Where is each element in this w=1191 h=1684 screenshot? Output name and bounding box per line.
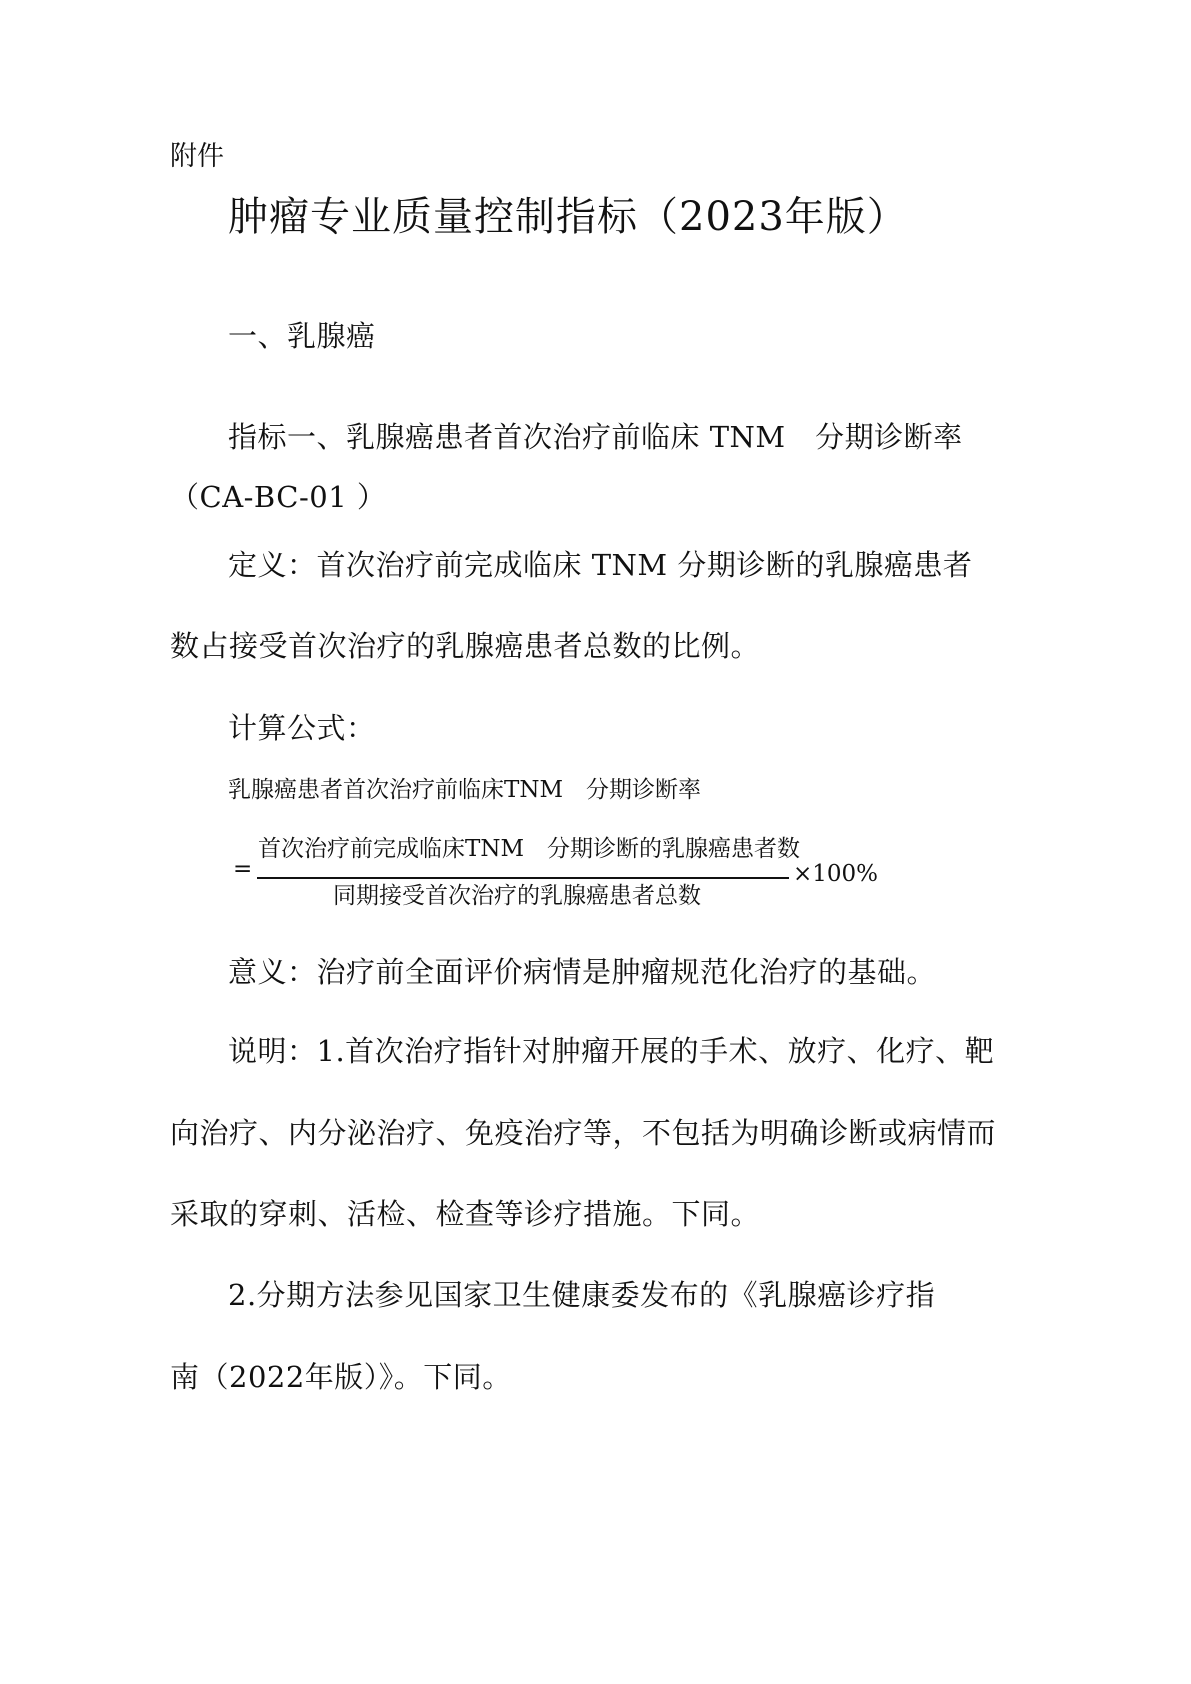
document-title: 肿瘤专业质量控制指标（2023年版） bbox=[228, 194, 908, 240]
note-2-line-2: 南（2022年版）》。下同。 bbox=[170, 1360, 512, 1394]
definition-line-2: 数占接受首次治疗的乳腺癌患者总数的比例。 bbox=[170, 629, 761, 663]
significance-paragraph: 意义：治疗前全面评价病情是肿瘤规范化治疗的基础。 bbox=[228, 955, 937, 989]
formula-multiplier: ×100% bbox=[793, 861, 879, 887]
note-1-line-3: 采取的穿刺、活检、检查等诊疗措施。下同。 bbox=[170, 1197, 761, 1231]
section-heading: 一、乳腺癌 bbox=[228, 319, 376, 353]
formula-name: 乳腺癌患者首次治疗前临床TNM 分期诊断率 bbox=[228, 777, 702, 803]
formula-label: 计算公式： bbox=[228, 711, 376, 745]
definition-line-1: 定义：首次治疗前完成临床 TNM 分期诊断的乳腺癌患者 bbox=[228, 548, 973, 582]
fraction-bar bbox=[257, 877, 789, 879]
note-1-line-1: 说明：1.首次治疗指针对肿瘤开展的手术、放疗、化疗、靶 bbox=[228, 1034, 995, 1068]
note-2-line-1: 2.分期方法参见国家卫生健康委发布的《乳腺癌诊疗指 bbox=[228, 1278, 936, 1312]
note-1-line-2: 向治疗、内分泌治疗、免疫治疗等，不包括为明确诊断或病情而 bbox=[170, 1116, 997, 1150]
formula-numerator: 首次治疗前完成临床TNM 分期诊断的乳腺癌患者数 bbox=[258, 836, 801, 862]
attachment-label: 附件 bbox=[170, 141, 224, 172]
indicator-title-line-1: 指标一、乳腺癌患者首次治疗前临床 TNM 分期诊断率 bbox=[228, 420, 963, 454]
formula-equals: = bbox=[233, 856, 253, 882]
indicator-code-line: （CA-BC-01 ） bbox=[170, 480, 387, 514]
formula-denominator: 同期接受首次治疗的乳腺癌患者总数 bbox=[333, 883, 701, 909]
